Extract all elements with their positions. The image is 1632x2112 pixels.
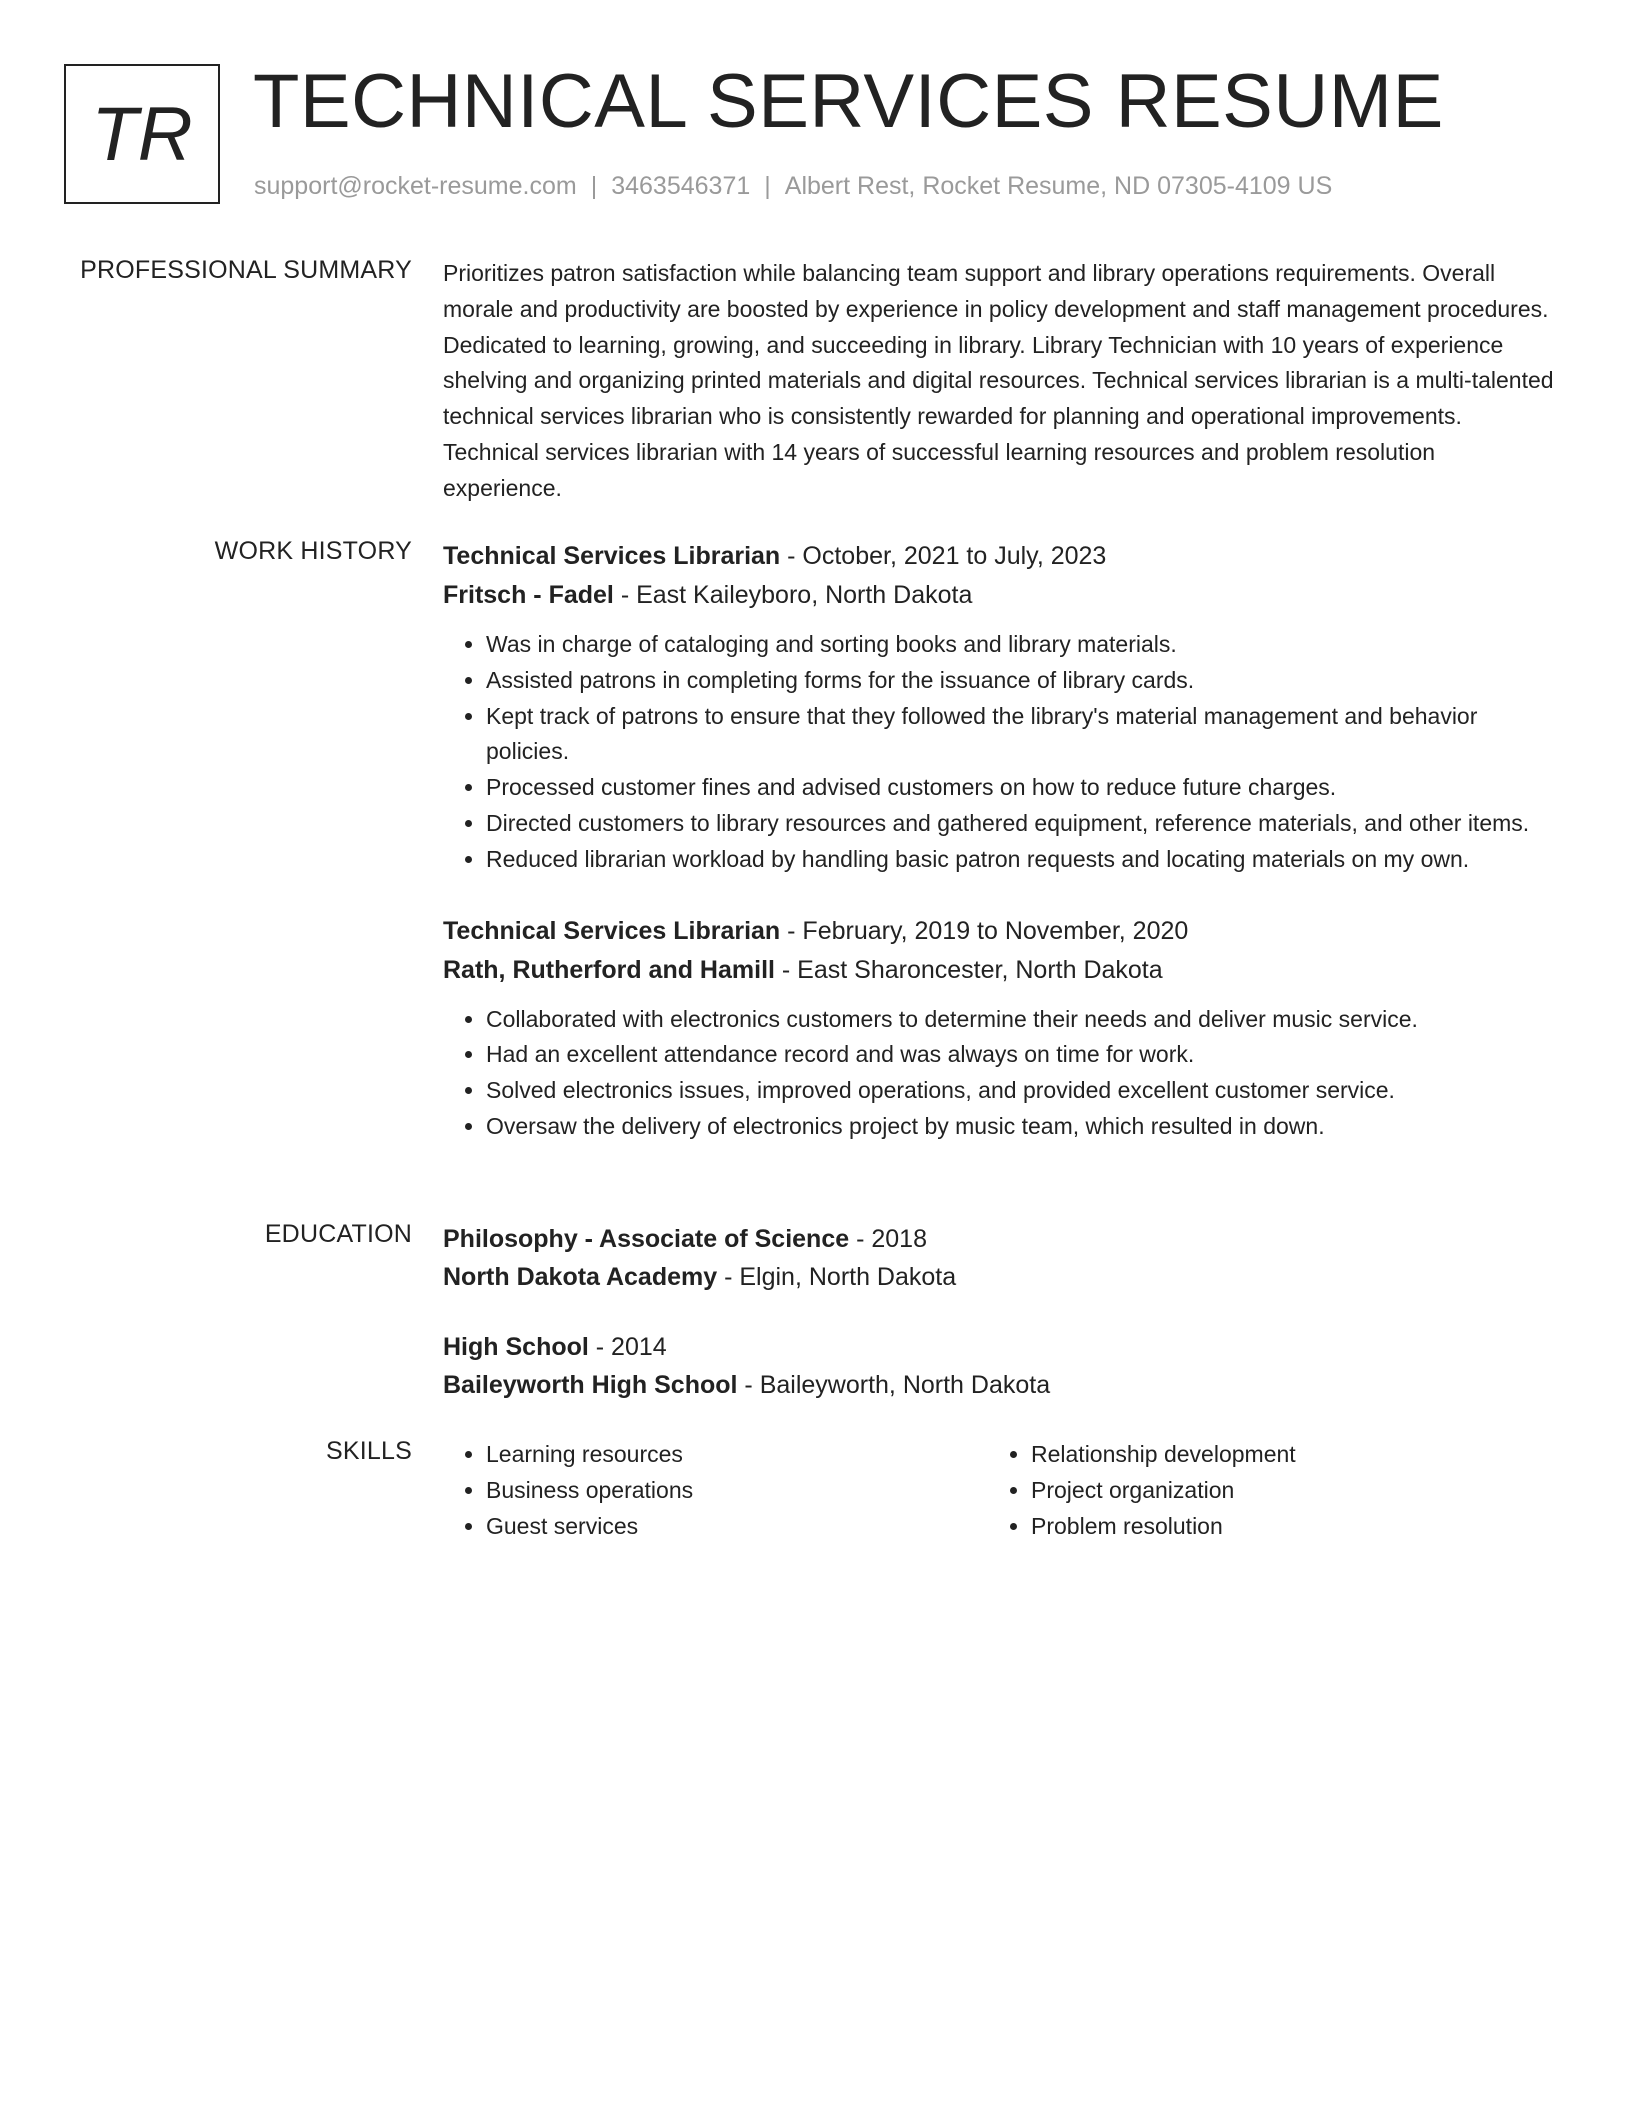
education-location: - Elgin, North Dakota <box>717 1263 957 1291</box>
section-body <box>443 1220 1558 1436</box>
resume-header <box>64 59 1564 214</box>
section-body <box>443 537 1558 1179</box>
skill-item: • Relationship development <box>1031 1437 1533 1473</box>
job-title: Technical Services Librarian <box>443 542 781 570</box>
job-bullets <box>443 1002 1558 1145</box>
bullet-item: • Collaborated with electronics customers to determine their needs and deliver music service. <box>486 1002 1558 1038</box>
skills-column-left <box>443 1437 988 1544</box>
bullet-item: • Processed customer fines and advised customers on how to reduce future charges. <box>486 770 1558 806</box>
monogram-badge: TR <box>64 64 220 204</box>
bullet-item: • Kept track of patrons to ensure that they followed the library's material management and behavior policies. <box>486 699 1558 771</box>
education-school-line <box>443 1258 1558 1296</box>
education-degree: Philosophy - Associate of Science <box>443 1225 850 1253</box>
education-entry <box>443 1220 1558 1296</box>
job-company: Fritsch - Fadel <box>443 581 614 609</box>
job-entry <box>443 537 1558 878</box>
section-heading: EDUCATION <box>264 1220 412 1248</box>
summary-text: Prioritizes patron satisfaction while balancing team support and library operations requirements. Overall morale and productivity are boosted by experience in policy development and staff management procedures. Dedicated to learning, growing, and succeeding in library. Library Technician with 10 years of experience shelving and organizing printed materials and digital resources. Technical services librarian is a multi-talented technical services librarian who is consistently rewarded for planning and operational improvements. Technical services librarian with 14 years of successful learning resources and problem resolution experience. <box>443 260 1554 501</box>
contact-phone: 3463546371 <box>611 172 751 200</box>
job-dates: - February, 2019 to November, 2020 <box>780 916 1189 945</box>
education-degree-line <box>443 1328 1558 1366</box>
bullet-item: • Oversaw the delivery of electronics project by music team, which resulted in down. <box>486 1109 1558 1145</box>
education-degree-line <box>443 1220 1558 1258</box>
education-entry <box>443 1328 1558 1404</box>
section-body <box>443 1437 1558 1544</box>
section-heading: SKILLS <box>326 1437 412 1465</box>
education-school-line <box>443 1366 1558 1404</box>
page-title: TECHNICAL SERVICES RESUME <box>253 59 1444 144</box>
skill-item: • Learning resources <box>486 1437 988 1473</box>
skill-item: • Guest services <box>486 1509 988 1545</box>
skill-item: • Problem resolution <box>1031 1509 1533 1545</box>
section-body <box>443 256 1558 507</box>
bullet-item: • Had an excellent attendance record and was always on time for work. <box>486 1037 1558 1073</box>
contact-email: support@rocket-resume.com <box>254 172 577 200</box>
education-school: North Dakota Academy <box>443 1263 718 1291</box>
skills-column-right <box>988 1437 1533 1544</box>
job-company-line <box>443 576 1558 615</box>
job-title-line <box>443 537 1558 576</box>
education-year: - 2014 <box>588 1333 667 1361</box>
contact-separator: | <box>590 172 598 200</box>
bullet-item: • Reduced librarian workload by handling basic patron requests and locating materials on my own. <box>486 842 1558 878</box>
skill-item: • Project organization <box>1031 1473 1533 1509</box>
job-company-line <box>443 951 1558 990</box>
contact-line <box>254 172 1332 201</box>
section-heading: PROFESSIONAL SUMMARY <box>80 256 412 284</box>
contact-separator: | <box>764 172 771 200</box>
job-location: - East Sharoncester, North Dakota <box>774 955 1163 984</box>
job-bullets <box>443 627 1558 878</box>
education-location: - Baileyworth, North Dakota <box>737 1371 1051 1399</box>
education-school: Baileyworth High School <box>443 1371 738 1399</box>
contact-address: Albert Rest, Rocket Resume, ND 07305-4109 US <box>784 172 1333 200</box>
job-location: - East Kaileyboro, North Dakota <box>613 581 973 609</box>
education-year: - 2018 <box>849 1225 927 1253</box>
job-entry <box>443 912 1558 1145</box>
education-degree: High School <box>443 1333 589 1361</box>
job-dates: - October, 2021 to July, 2023 <box>780 542 1107 570</box>
job-title-line <box>443 912 1558 951</box>
job-company: Rath, Rutherford and Hamill <box>443 955 775 984</box>
skills-grid <box>443 1437 1558 1544</box>
bullet-item: • Directed customers to library resources and gathered equipment, reference materials, and other items. <box>486 806 1558 842</box>
job-title: Technical Services Librarian <box>443 916 781 945</box>
bullet-item: • Was in charge of cataloging and sorting books and library materials. <box>486 627 1558 663</box>
bullet-item: • Assisted patrons in completing forms for the issuance of library cards. <box>486 663 1558 699</box>
skill-item: • Business operations <box>486 1473 988 1509</box>
bullet-item: • Solved electronics issues, improved operations, and provided excellent customer service. <box>486 1073 1558 1109</box>
section-heading: WORK HISTORY <box>214 537 412 565</box>
